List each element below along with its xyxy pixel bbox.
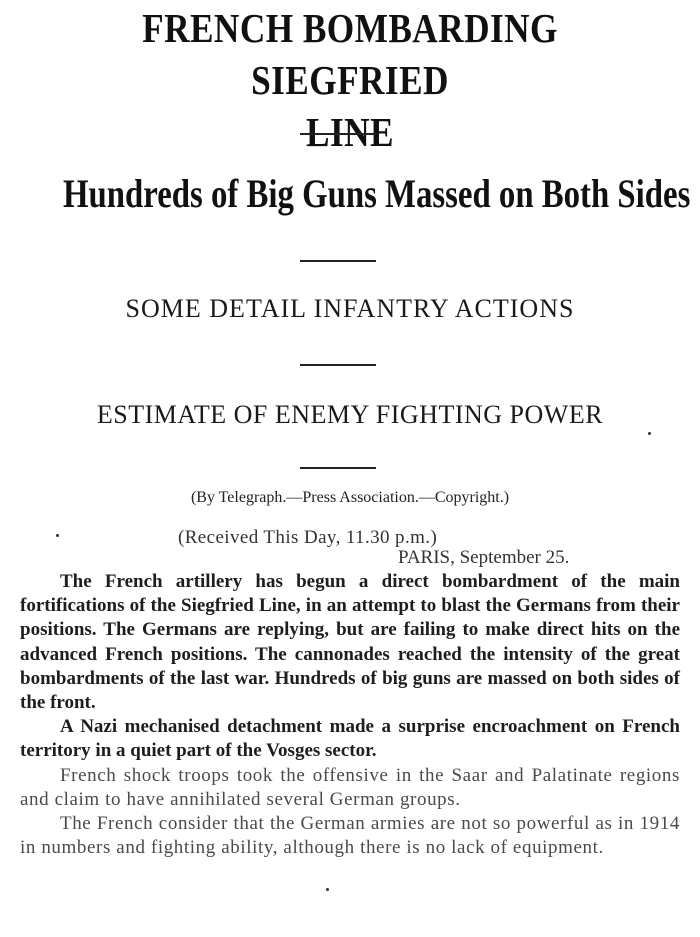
article-body — [20, 570, 680, 860]
print-speck — [326, 888, 329, 891]
section-rule — [300, 133, 376, 135]
press-credit: (By Telegraph.—Press Association.—Copyright.) — [190, 489, 510, 506]
paragraph: The French consider that the German armies are not so powerful as in 1914 in numbers and fighting ability, although there is no lack of equipment. — [20, 813, 680, 859]
print-speck — [56, 534, 59, 537]
received-line: (Received This Day, 11.30 p.m.) — [178, 527, 438, 548]
paragraph: French shock troops took the offensive in the Saar and Palatinate regions and claim to have annihilated several German groups. — [20, 764, 680, 810]
paragraph: A Nazi mechanised detachment made a surprise encroachment on French territory in a quiet part of the Vosges sector. — [20, 716, 680, 762]
section-rule — [300, 467, 376, 469]
paragraph: The French artillery has begun a direct bombardment of the main fortifications of the Siegfried Line, in an attempt to blast the Germans from their positions. The Germans are replying, but are failing to make direct hits on the advanced French positions. The cannonades reached the intensity of the great bombardments of the last war. Hundreds of big guns are massed on both sides of the front. — [20, 571, 680, 714]
section-rule — [300, 364, 376, 366]
headline-line-1: FRENCH BOMBARDING SIEGFRIED — [142, 5, 558, 103]
subheading-estimate: ESTIMATE OF ENEMY FIGHTING POWER — [96, 400, 604, 429]
subheading-infantry: SOME DETAIL INFANTRY ACTIONS — [125, 294, 575, 323]
dateline: PARIS, September 25. — [398, 547, 570, 568]
section-rule — [300, 260, 376, 262]
print-speck — [648, 432, 651, 435]
headline-line-2: LINE — [306, 109, 394, 155]
subheading-big-guns: Hundreds of Big Guns Massed on Both Sides — [63, 171, 691, 216]
